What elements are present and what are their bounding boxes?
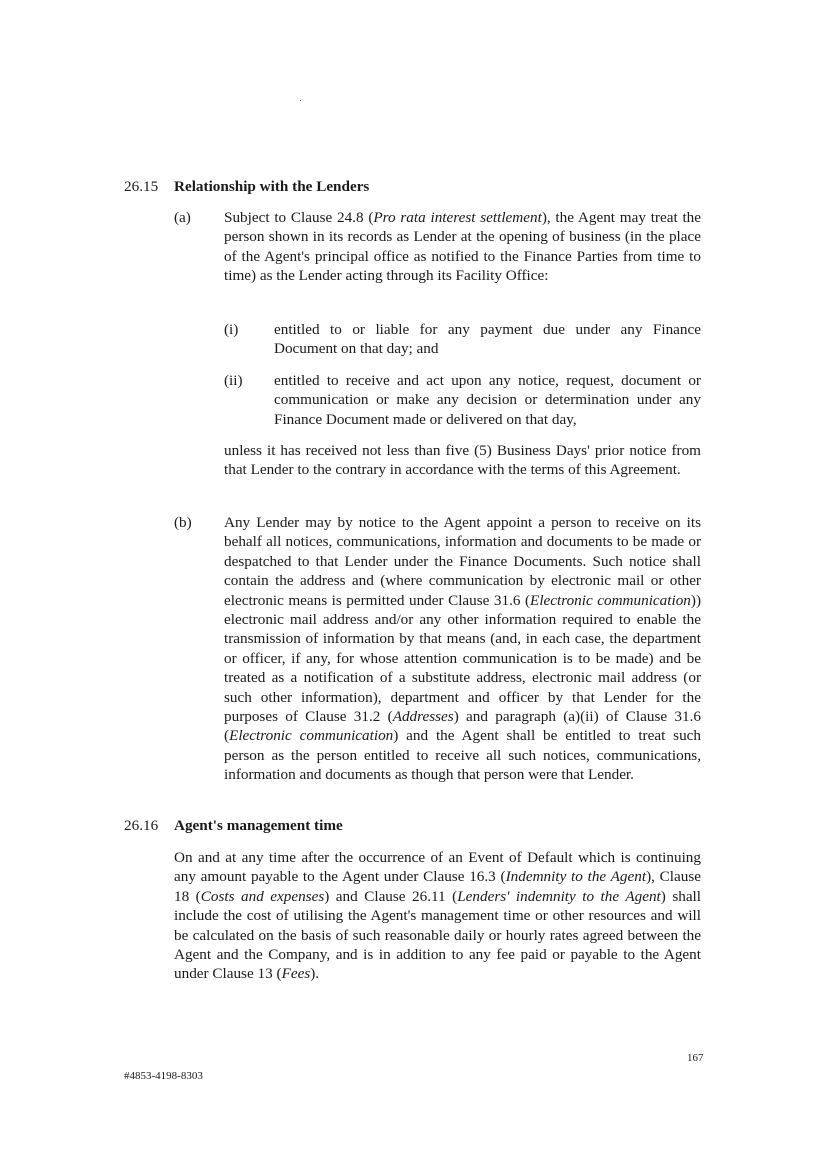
section-title: Relationship with the Lenders	[174, 178, 370, 195]
item-text: Subject to Clause 24.8 (Pro rata interest settlement), the Agent may treat the person shown in its records as Lender at the opening of business (in the place of the Agent's principal office as notified to the Finance Parties from time to time) as the Lender acting through its Facility Office:	[224, 209, 702, 285]
section-26-16-paragraph: On and at any time after the occurrence of an Event of Default which is continuing any amount payable to the Agent under Clause 16.3 (Indemnity to the Agent), Clause 18 (Costs and expenses) and Clause 26.11 (Lenders' indemnity to the Agent) shall include the cost of utilising the Agent's management time or other resources and will be calculated on the basis of such reasonable daily or hourly rates agreed between the Agent and the Company, and is in addition to any fee paid or payable to the Agent under Clause 13 (Fees).	[174, 849, 701, 983]
document-reference: #4853-4198-8303	[124, 1070, 203, 1082]
item-label: (ii)	[224, 372, 243, 389]
item-text: entitled to receive and act upon any notice, request, document or communication or make any decision or determination under any Finance Document made or delivered on that day,	[274, 372, 701, 428]
section-number: 26.15	[124, 178, 159, 195]
sub-item-ii	[224, 371, 701, 429]
scan-speck	[300, 100, 301, 101]
section-heading-26-15	[124, 177, 369, 196]
page-number: 167	[687, 1052, 704, 1064]
item-text: entitled to or liable for any payment due under any Finance Document on that day; and	[274, 321, 701, 358]
item-label: (a)	[174, 209, 191, 226]
section-number: 26.16	[124, 817, 159, 834]
clause-item-a	[174, 208, 701, 286]
section-heading-26-16	[124, 816, 343, 835]
item-label: (b)	[174, 514, 192, 531]
item-a-tail: unless it has received not less than five (5) Business Days' prior notice from that Lender to the contrary in accordance with the terms of this Agreement.	[224, 442, 701, 479]
section-title: Agent's management time	[174, 817, 343, 834]
item-text: Any Lender may by notice to the Agent appoint a person to receive on its behalf all notices, communications, information and documents to be made or despatched to that Lender under the Finance Documents. Such notice shall contain the address and (where communication by electronic mail or other electronic means is permitted under Clause 31.6 (Electronic communication)) electronic mail address and/or any other information required to enable the transmission of information by that means (and, in each case, the department or officer, if any, for whose attention communication is to be made) and be treated as a notification of a substitute address, electronic mail address (or such other information), department and officer by that Lender for the purposes of Clause 31.2 (Addresses) and paragraph (a)(ii) of Clause 31.6 (Electronic communication) and the Agent shall be entitled to treat such person as the person entitled to receive all such notices, communications, information and documents as though that person were that Lender.	[224, 514, 702, 784]
clause-item-b	[174, 513, 701, 785]
item-label: (i)	[224, 321, 239, 338]
sub-item-i	[224, 320, 701, 359]
